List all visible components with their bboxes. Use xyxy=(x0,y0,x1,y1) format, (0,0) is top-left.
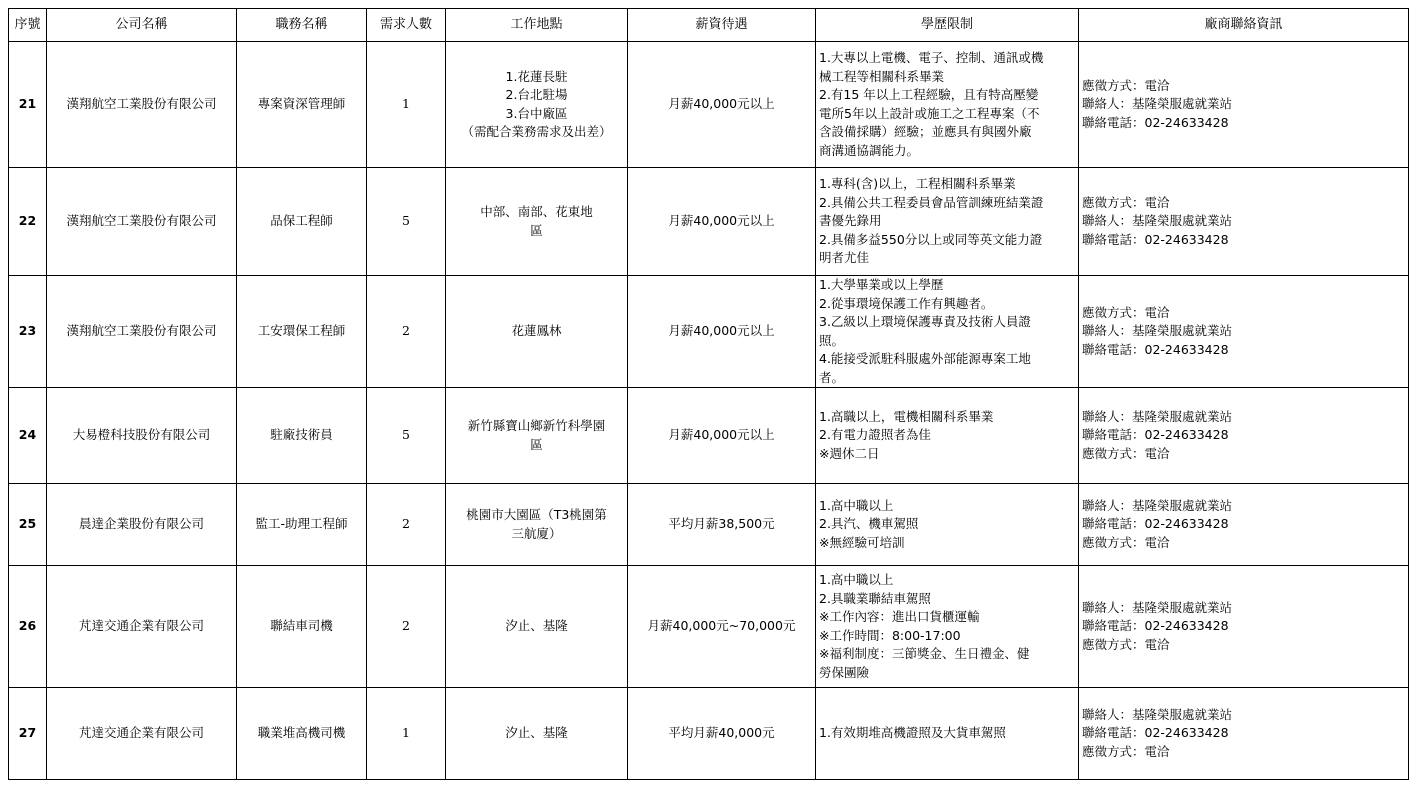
education-line: 含設備採購）經驗；並應具有與國外廠 xyxy=(819,124,1032,139)
location-line: 中部、南部、花東地 xyxy=(480,204,593,219)
work-location xyxy=(446,276,628,388)
contact-line: 應徵方式：電洽 xyxy=(1082,636,1170,652)
salary: 月薪40,000元以上 xyxy=(628,42,816,168)
contact-line: 聯絡人：基隆榮服處就業站 xyxy=(1082,599,1233,615)
contact-line: 聯絡電話：02-24633428 xyxy=(1082,231,1229,247)
education-line: ※無經驗可培訓 xyxy=(819,534,905,550)
contact-info xyxy=(1079,566,1409,688)
contact-line: 應徵方式：電洽 xyxy=(1082,743,1170,759)
education-line: 1.專科(含)以上，工程相關科系畢業 xyxy=(819,176,1016,192)
company-name: 芃達交通企業有限公司 xyxy=(47,688,237,780)
header-count: 需求人數 xyxy=(367,9,446,42)
education-requirements xyxy=(816,688,1079,780)
row-seq: 24 xyxy=(9,388,47,484)
table-row xyxy=(9,42,1409,168)
contact-line: 聯絡電話：02-24633428 xyxy=(1082,725,1229,741)
header-row xyxy=(9,9,1409,42)
education-line: 1.高職以上，電機相關科系畢業 xyxy=(819,408,994,424)
education-line: 1.高中職以上 xyxy=(819,497,894,513)
company-name: 晨達企業股份有限公司 xyxy=(47,484,237,566)
education-line: 2.具職業聯結車駕照 xyxy=(819,590,931,606)
location-line: 2.台北駐場 xyxy=(505,87,568,102)
education-requirements xyxy=(816,276,1079,388)
education-line: 2.具備多益550分以上或同等英文能力證 xyxy=(819,231,1043,247)
location-line: 1.花蓮長駐 xyxy=(505,68,568,84)
header-title: 職務名稱 xyxy=(237,9,367,42)
education-line: 者。 xyxy=(819,369,845,385)
header-location: 工作地點 xyxy=(446,9,628,42)
header-seq: 序號 xyxy=(9,9,47,42)
education-line: ※週休二日 xyxy=(819,445,880,461)
job-title: 職業堆高機司機 xyxy=(237,688,367,780)
header-company: 公司名稱 xyxy=(47,9,237,42)
table-header xyxy=(9,9,1409,42)
headcount: 2 xyxy=(367,276,446,388)
education-line: 商溝通協調能力。 xyxy=(819,142,920,158)
headcount: 2 xyxy=(367,566,446,688)
table-row xyxy=(9,276,1409,388)
headcount: 5 xyxy=(367,388,446,484)
contact-line: 聯絡人：基隆榮服處就業站 xyxy=(1082,323,1233,339)
contact-line: 聯絡電話：02-24633428 xyxy=(1082,427,1229,443)
location-line: 桃園市大園區（T3桃園第 xyxy=(466,507,607,522)
contact-line: 聯絡電話：02-24633428 xyxy=(1082,341,1229,357)
row-seq: 23 xyxy=(9,276,47,388)
table-row xyxy=(9,484,1409,566)
salary: 平均月薪38,500元 xyxy=(628,484,816,566)
education-line: 書優先錄用 xyxy=(819,213,882,229)
education-line: 4.能接受派駐科服處外部能源專案工地 xyxy=(819,351,1031,366)
contact-line: 聯絡人：基隆榮服處就業站 xyxy=(1082,408,1233,424)
job-listing-table xyxy=(8,8,1409,780)
table-row xyxy=(9,566,1409,688)
location-line: 三航廈） xyxy=(511,525,562,541)
education-line: 1.大學畢業或以上學歷 xyxy=(819,277,944,292)
headcount: 1 xyxy=(367,42,446,168)
location-line: （需配合業務需求及出差） xyxy=(461,124,612,139)
job-title: 駐廠技術員 xyxy=(237,388,367,484)
contact-info xyxy=(1079,276,1409,388)
education-line: 1.有效期堆高機證照及大貨車駕照 xyxy=(819,725,1006,741)
company-name: 芃達交通企業有限公司 xyxy=(47,566,237,688)
contact-line: 聯絡人：基隆榮服處就業站 xyxy=(1082,706,1233,722)
header-education: 學歷限制 xyxy=(816,9,1079,42)
salary: 月薪40,000元~70,000元 xyxy=(628,566,816,688)
education-line: 照。 xyxy=(819,332,845,348)
contact-line: 聯絡電話：02-24633428 xyxy=(1082,618,1229,634)
contact-line: 應徵方式：電洽 xyxy=(1082,534,1170,550)
contact-line: 應徵方式：電洽 xyxy=(1082,194,1170,210)
contact-line: 聯絡人：基隆榮服處就業站 xyxy=(1082,497,1233,513)
contact-info xyxy=(1079,168,1409,276)
education-line: 2.具備公共工程委員會品管訓練班結業證 xyxy=(819,194,1044,210)
row-seq: 21 xyxy=(9,42,47,168)
job-title: 專案資深管理師 xyxy=(237,42,367,168)
work-location xyxy=(446,688,628,780)
education-requirements xyxy=(816,388,1079,484)
work-location xyxy=(446,484,628,566)
location-line: 新竹縣寶山鄉新竹科學園 xyxy=(467,418,606,433)
work-location xyxy=(446,388,628,484)
education-line: 2.具汽、機車駕照 xyxy=(819,516,919,532)
education-line: 勞保團險 xyxy=(819,664,870,680)
header-contact: 廠商聯絡資訊 xyxy=(1079,9,1409,42)
row-seq: 27 xyxy=(9,688,47,780)
education-line: 1.大專以上電機、電子、控制、通訊或機 xyxy=(819,50,1044,65)
headcount: 1 xyxy=(367,688,446,780)
education-requirements xyxy=(816,566,1079,688)
contact-info xyxy=(1079,42,1409,168)
contact-line: 應徵方式：電洽 xyxy=(1082,304,1170,320)
headcount: 2 xyxy=(367,484,446,566)
table-row xyxy=(9,688,1409,780)
education-requirements xyxy=(816,168,1079,276)
salary: 月薪40,000元以上 xyxy=(628,388,816,484)
header-salary: 薪資待遇 xyxy=(628,9,816,42)
work-location xyxy=(446,566,628,688)
location-line: 3.台中廠區 xyxy=(505,105,568,121)
salary: 平均月薪40,000元 xyxy=(628,688,816,780)
education-line: ※工作內容：進出口貨櫃運輸 xyxy=(819,609,980,624)
contact-line: 聯絡電話：02-24633428 xyxy=(1082,516,1229,532)
contact-info xyxy=(1079,688,1409,780)
location-line: 汐止、基隆 xyxy=(505,618,568,634)
location-line: 花蓮鳳林 xyxy=(511,323,562,339)
education-line: 械工程等相關科系畢業 xyxy=(819,68,945,84)
company-name: 漢翔航空工業股份有限公司 xyxy=(47,42,237,168)
salary: 月薪40,000元以上 xyxy=(628,276,816,388)
education-requirements xyxy=(816,484,1079,566)
headcount: 5 xyxy=(367,168,446,276)
row-seq: 22 xyxy=(9,168,47,276)
contact-line: 應徵方式：電洽 xyxy=(1082,445,1170,461)
contact-info xyxy=(1079,388,1409,484)
work-location xyxy=(446,168,628,276)
job-title: 工安環保工程師 xyxy=(237,276,367,388)
table-row xyxy=(9,168,1409,276)
education-line: ※福利制度：三節獎金、生日禮金、健 xyxy=(819,646,1030,661)
company-name: 大易橙科技股份有限公司 xyxy=(47,388,237,484)
location-line: 汐止、基隆 xyxy=(505,725,568,741)
job-title: 品保工程師 xyxy=(237,168,367,276)
contact-line: 聯絡人：基隆榮服處就業站 xyxy=(1082,96,1233,112)
education-line: 2.從事環境保護工作有興趣者。 xyxy=(819,295,994,311)
education-line: 2.有電力證照者為佳 xyxy=(819,427,931,443)
company-name: 漢翔航空工業股份有限公司 xyxy=(47,168,237,276)
location-line: 區 xyxy=(530,222,543,238)
contact-line: 應徵方式：電洽 xyxy=(1082,77,1170,93)
job-title: 監工-助理工程師 xyxy=(237,484,367,566)
education-line: 1.高中職以上 xyxy=(819,572,894,587)
education-line: 2.有15 年以上工程經驗，且有特高壓變 xyxy=(819,87,1039,102)
contact-info xyxy=(1079,484,1409,566)
company-name: 漢翔航空工業股份有限公司 xyxy=(47,276,237,388)
job-title: 聯結車司機 xyxy=(237,566,367,688)
table-body xyxy=(9,42,1409,780)
salary: 月薪40,000元以上 xyxy=(628,168,816,276)
work-location xyxy=(446,42,628,168)
contact-line: 聯絡電話：02-24633428 xyxy=(1082,114,1229,130)
education-line: 3.乙級以上環境保護專責及技術人員證 xyxy=(819,314,1031,329)
contact-line: 聯絡人：基隆榮服處就業站 xyxy=(1082,213,1233,229)
row-seq: 25 xyxy=(9,484,47,566)
table-row xyxy=(9,388,1409,484)
education-line: ※工作時間：8:00-17:00 xyxy=(819,627,961,643)
row-seq: 26 xyxy=(9,566,47,688)
education-requirements xyxy=(816,42,1079,168)
location-line: 區 xyxy=(530,436,543,452)
education-line: 明者尤佳 xyxy=(819,250,870,266)
education-line: 電所5年以上設計或施工之工程專案（不 xyxy=(819,105,1040,121)
